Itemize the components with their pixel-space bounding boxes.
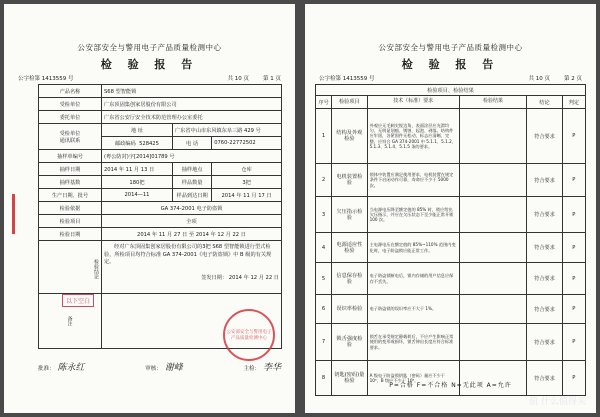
table-row (316, 295, 586, 324)
signatures (38, 360, 281, 373)
report-meta (18, 74, 281, 82)
row-num: 8 (316, 361, 332, 396)
table-row (39, 111, 282, 124)
watermark: 值 什么值得买 (529, 397, 586, 407)
blank-below-stamp: 以下空白 (62, 294, 94, 307)
col-header-judge: 判定 (562, 96, 585, 109)
issue-label: 签发日期 (201, 274, 222, 281)
row-num: 2 (316, 164, 332, 197)
table-header-row (316, 96, 586, 109)
items-value: 全项 (102, 215, 282, 228)
standard-label: 检验依据 (39, 202, 102, 215)
table-row (39, 215, 282, 228)
batch-label: 生产日期、批号 (39, 189, 102, 202)
row-conclusion: 符合要求 (527, 263, 562, 295)
approver: 批准： 陈永红 (38, 363, 85, 373)
official-seal: 公安部安全与警用电子产品质量检测中心 (223, 309, 275, 361)
col-header-req: 技术（标准）要求 (367, 96, 459, 109)
client-value: 广东省公安厅安全技术防范管理办公室委托 (102, 111, 282, 124)
report-title: 检 验 报 告 (100, 58, 199, 71)
report-title: 检 验 报 告 (401, 58, 500, 71)
red-binding-edge (12, 194, 15, 234)
col-header-conclusion: 结论 (527, 96, 562, 109)
row-judgement: P (562, 361, 585, 396)
sample-qty-value: 3把 (212, 176, 282, 189)
address-value: 广东省中山市东风镇东阜三路 429 号 (172, 124, 281, 137)
row-requirement: 锁体中装置应满足使用要求，电机装置在规定条件下启闭动作可靠，寿命应不少于 5000 次。 (367, 164, 459, 197)
page-total: 共 10 页 (227, 76, 249, 82)
row-judgement: P (562, 109, 585, 164)
report-page-1 (4, 4, 295, 413)
row-item: 锁舌强度检验 (332, 324, 367, 361)
report-number: 公字检第 1413559 号 (18, 76, 74, 82)
conclusion-text (102, 241, 282, 294)
row-result (459, 109, 527, 164)
table-row (316, 324, 586, 361)
row-requirement: A 级电子防盗锁钥匙（密码）量应不少于 10⁶，B 级应不少于 10⁸。 (367, 361, 459, 396)
arrival-value: 2014 年 11 月 17 日 (212, 189, 282, 202)
table-title: 检验项目、检验结果 (316, 85, 586, 96)
row-item: 欠压指示检验 (332, 197, 367, 233)
row-num: 7 (316, 324, 332, 361)
row-requirement: 主电源电压在额定值的 85%~110% 范围内变化时，电子防盗锁应能正常工作。 (367, 233, 459, 263)
row-num: 3 (316, 197, 332, 233)
table-row (316, 361, 586, 396)
page-total: 共 10 页 (528, 76, 550, 82)
reviewer-signature: 谢峰 (164, 363, 183, 373)
table-row (316, 263, 586, 295)
row-num: 5 (316, 263, 332, 295)
sample-date-value: 2014 年 11 月 13 日 (102, 163, 173, 176)
page-number: 第 1 页 (263, 76, 281, 82)
arrival-label: 样品到达日期 (172, 189, 211, 202)
issue-date: 2014 年 12 月 22 日 (228, 274, 279, 281)
row-requirement: 电子防盗锁断电后，锁内存储的用户信息应保存不丢失。 (367, 263, 459, 295)
row-num: 4 (316, 233, 332, 263)
row-item: 误识率检验 (332, 295, 367, 324)
sample-qty-label: 样品数量 (172, 176, 211, 189)
row-requirement: 锁舌在承受规定静载荷后，不应产生影响正常使用的变形或损坏，锁舌伸出长度应符合标准要求。 (367, 324, 459, 361)
phone-value: 0760-22772502 (212, 137, 282, 150)
sample-base-value: 180把 (102, 176, 173, 189)
row-conclusion: 符合要求 (527, 233, 562, 263)
contact-label: 受检单位 通讯联系 (39, 124, 102, 150)
sample-place-value: 仓库 (212, 163, 282, 176)
standard-value: GA 374-2001 电子防盗锁 (102, 202, 282, 215)
table-title-row (316, 85, 586, 96)
sample-date-label: 抽样日期 (39, 163, 102, 176)
row-conclusion: 符合要求 (527, 361, 562, 396)
row-result (459, 164, 527, 197)
row-conclusion: 符合要求 (527, 197, 562, 233)
test-period-value: 2014 年 11 月 27 日 至 2014 年 12 月 22 日 (102, 228, 282, 241)
sample-base-label: 抽样基数 (39, 176, 102, 189)
legend: P=合格 F=不合格 N=无此项 A=允许 (389, 382, 512, 389)
spec-label: 抽样单编号 (39, 150, 102, 163)
table-row (39, 124, 282, 137)
report-meta (319, 74, 582, 82)
table-row (39, 98, 282, 111)
row-result (459, 233, 527, 263)
row-judgement: P (562, 324, 585, 361)
items-label: 检验项目 (39, 215, 102, 228)
table-row (39, 189, 282, 202)
row-requirement: 外观应无毛刺尖锐边角，表面涂层应光滑均匀，无明显划痕、锈蚀、起泡、剥落。结构件应牢固，各紧固件无松动，标志应清晰、完整。应符合 GA 374-2001 中 5.1.1、5.1.2、5.1.3、5.1.4、5.1.5 条的要求。 (367, 109, 459, 164)
row-item: 电源适应性检验 (332, 233, 367, 263)
table-row (316, 164, 586, 197)
row-item: 结构及外观检验 (332, 109, 367, 164)
row-judgement: P (562, 233, 585, 263)
results-table (315, 84, 586, 396)
row-judgement: P (562, 263, 585, 295)
test-period-label: 检验日期 (39, 228, 102, 241)
row-result (459, 197, 527, 233)
page-number: 第 2 页 (564, 76, 582, 82)
row-item: 电机装置检验 (332, 164, 367, 197)
table-row (39, 228, 282, 241)
row-result (459, 361, 527, 396)
maker: 主检： 李华 (243, 363, 281, 373)
row-item: 钥匙(密码)量检验 (332, 361, 367, 396)
product-name-label: 产品名称 (39, 85, 102, 98)
table-row (39, 241, 282, 294)
row-requirement: 当电源电压降至额定值的 85% 时，锁应给出欠压指示，并应在欠压状态下至少能正常开锁 100 次。 (367, 197, 459, 233)
col-header-num: 序号 (316, 96, 332, 109)
row-judgement: P (562, 197, 585, 233)
table-row (39, 176, 282, 189)
address-label: 地 址 (102, 124, 173, 137)
row-result (459, 324, 527, 361)
remark-label: 备注 (39, 294, 102, 349)
phone-label: 电 话 (172, 137, 211, 150)
row-num: 1 (316, 109, 332, 164)
sample-place-label: 抽样地点 (172, 163, 211, 176)
row-conclusion: 符合要求 (527, 295, 562, 324)
table-row (39, 202, 282, 215)
col-header-result: 检验结果 (459, 96, 527, 109)
row-item: 信息保存检验 (332, 263, 367, 295)
approver-signature: 陈永红 (57, 363, 85, 373)
col-header-item: 检验项目 (332, 96, 367, 109)
inspected-unit-label: 受检单位 (39, 98, 102, 111)
product-name-value: S68 型智能锁 (102, 85, 282, 98)
maker-signature: 李华 (262, 363, 281, 373)
reviewer: 审核： 谢峰 (145, 363, 183, 373)
conclusion-body: 经对广东顶固集创家居股份有限公司的3把 S68 型智能锁进行型式检验，所检项目均符合标准 GA 374-2001《电子防盗锁》中 B 级的有关规定。 (104, 244, 272, 265)
report-number: 公字检第 1413559 号 (319, 76, 375, 82)
table-row (316, 233, 586, 263)
row-result (459, 295, 527, 324)
row-judgement: P (562, 164, 585, 197)
org-title: 公安部安全与警用电子产品质量检测中心 (378, 43, 523, 52)
postcode-value: 528425 (139, 140, 159, 147)
table-row (39, 163, 282, 176)
report-page-2 (305, 4, 596, 413)
client-label: 委托单位 (39, 111, 102, 124)
inspected-unit-value: 广东顶固集创家居股份有限公司 (102, 98, 282, 111)
row-conclusion: 符合要求 (527, 109, 562, 164)
table-row (316, 197, 586, 233)
table-row (39, 85, 282, 98)
table-row (39, 150, 282, 163)
batch-value: 2014—11 (102, 189, 173, 202)
row-requirement: 电子防盗锁的误识率应不大于 1%。 (367, 295, 459, 324)
results-body (316, 109, 586, 396)
row-conclusion: 符合要求 (527, 324, 562, 361)
row-conclusion: 符合要求 (527, 164, 562, 197)
row-num: 6 (316, 295, 332, 324)
row-result (459, 263, 527, 295)
conclusion-label: 检验结论 (39, 241, 102, 294)
issue-line: 签发日期： 2014 年 12 月 22 日 (201, 274, 279, 281)
spec-value: (粤公防封)字[2014]01789 号 (102, 150, 282, 163)
org-title: 公安部安全与警用电子产品质量检测中心 (77, 43, 222, 52)
table-row (316, 109, 586, 164)
postcode-label: 邮政编码 528425 (102, 137, 173, 150)
row-judgement: P (562, 295, 585, 324)
